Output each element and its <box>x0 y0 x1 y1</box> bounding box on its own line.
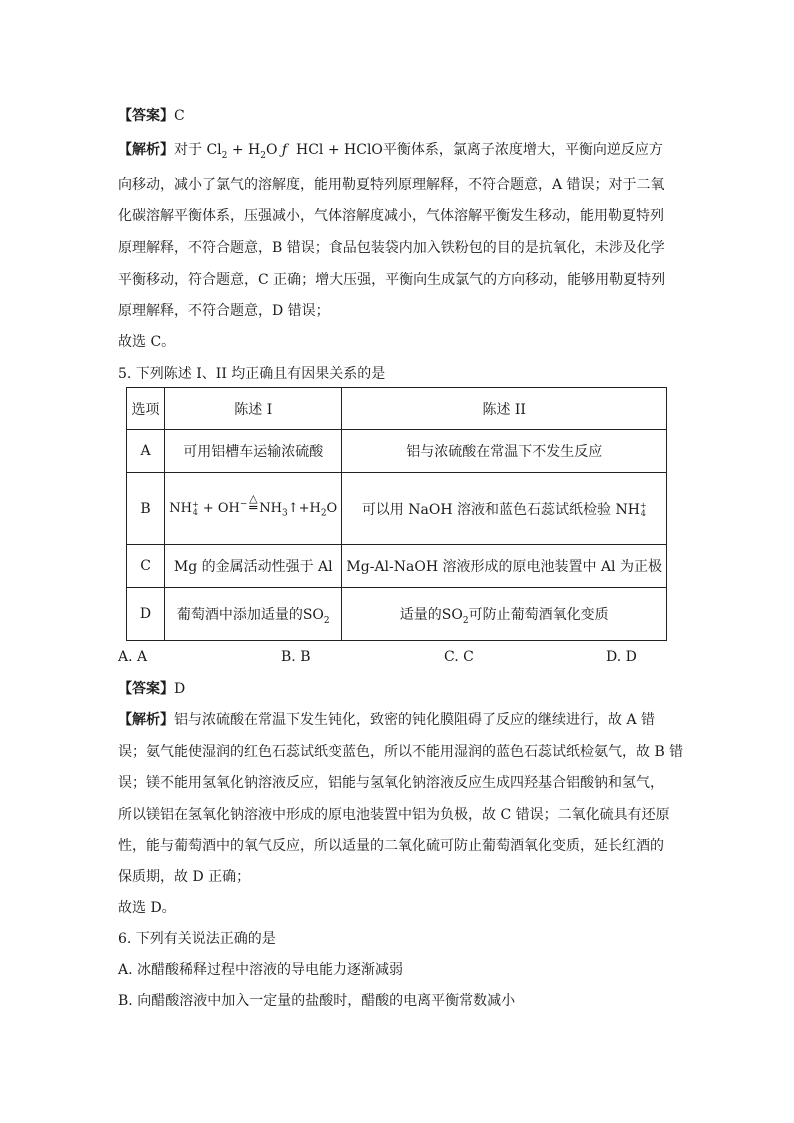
statement-1-cell: 葡萄酒中添加适量的$SO_2$ <box>165 588 342 641</box>
analysis-line-3: 误；镁不能用氢氧化钠溶液反应，铝能与氢氧化钠溶液反应生成四羟基合铝酸钠和氢气， <box>118 775 664 791</box>
table-header-row <box>127 388 667 430</box>
analysis-tag: 【解析】 <box>118 142 174 158</box>
analysis-line-2: 向移动，减小了氯气的溶解度，能用勒夏特列原理解释，不符合题意，A 错误；对于二氧 <box>118 177 665 193</box>
statement-2-cell: 铝与浓硫酸在常温下不发生反应 <box>342 430 667 473</box>
equilibrium-equation: $Cl_2 + H_2O$ ƒ HCl + HClO <box>206 142 383 161</box>
answer-line <box>118 679 678 699</box>
statement-1-cell: Mg 的金属活动性强于 Al <box>165 545 342 588</box>
conclusion-line: 故选 D。 <box>118 900 176 916</box>
question-5-stem: 5. 下列陈述 I、II 均正确且有因果关系的是 <box>118 366 386 382</box>
analysis-line-1: 【解析】对于 $Cl_2 + H_2O$ ƒ HCl + HClO平衡体系，氯离子浓度增大，平衡向逆反应方 <box>118 142 663 161</box>
ammonium-equation: NH + 4 + OH− △ ═ $NH_3↑+H_2O$ <box>169 492 338 519</box>
table-row <box>127 473 667 545</box>
table-row <box>127 545 667 588</box>
question-6-option-b: B. 向醋酸溶液中加入一定量的盐酸时，醋酸的电离平衡常数减小 <box>118 993 516 1009</box>
header-cell: 陈述 II <box>342 388 667 430</box>
analysis-line-4: 所以镁铝在氢氧化钠溶液中形成的原电池装置中铝为负极，故 C 错误；二氧化硫具有还原 <box>118 807 670 823</box>
question-5-table <box>126 387 667 641</box>
option-c: C. C <box>444 649 474 665</box>
statement-2-cell: 适量的$SO_2$可防止葡萄酒氧化变质 <box>342 588 667 641</box>
conclusion-line: 故选 C。 <box>118 334 176 350</box>
table-row <box>127 588 667 641</box>
statement-1-cell: 可用铝槽车运输浓硫酸 <box>165 430 342 473</box>
analysis-line-1: 【解析】铝与浓硫酸在常温下发生钝化，致密的钝化膜阻碍了反应的继续进行，故 A 错 <box>118 712 656 728</box>
analysis-line-5: 性，能与葡萄酒中的氧气反应，所以适量的二氧化硫可防止葡萄酒氧化变质，延长红酒的 <box>118 838 664 854</box>
answer-tag: 【答案】 <box>118 681 174 697</box>
header-cell: 选项 <box>127 388 165 430</box>
option-cell: B <box>127 473 165 545</box>
answer-line <box>118 106 678 126</box>
analysis-line-5: 平衡移动，符合题意，C 正确；增大压强，平衡向生成氯气的方向移动，能够用勒夏特列 <box>118 272 666 288</box>
answer-value: D <box>174 681 186 697</box>
option-a: A. A <box>118 649 148 665</box>
analysis-line-2: 误；氨气能使湿润的红色石蕊试纸变蓝色，所以不能用湿润的蓝色石蕊试纸检氨气，故 B 错 <box>118 744 684 760</box>
statement-1-cell <box>165 473 342 545</box>
option-cell: A <box>127 430 165 473</box>
question-6-option-a: A. 冰醋酸稀释过程中溶液的导电能力逐渐减弱 <box>118 962 404 978</box>
analysis-line-6: 原理解释，不符合题意，D 错误； <box>118 303 330 319</box>
analysis-line-3: 化碳溶解平衡体系，压强减小，气体溶解度减小，气体溶解平衡发生移动，能用勒夏特列 <box>118 208 664 224</box>
answer-tag: 【答案】 <box>118 108 174 124</box>
answer-value: C <box>174 108 185 124</box>
question-6-stem: 6. 下列有关说法正确的是 <box>118 931 276 947</box>
option-d: D. D <box>606 649 637 665</box>
option-b: B. B <box>281 649 311 665</box>
analysis-line-4: 原理解释，不符合题意，B 错误；食品包装袋内加入铁粉包的目的是抗氧化，未涉及化学 <box>118 240 665 256</box>
header-cell: 陈述 I <box>165 388 342 430</box>
analysis-line-6: 保质期，故 D 正确； <box>118 869 251 885</box>
analysis-tag: 【解析】 <box>118 712 174 728</box>
option-cell: C <box>127 545 165 588</box>
statement-2-cell: Mg-Al-NaOH 溶液形成的原电池装置中 Al 为正极 <box>342 545 667 588</box>
statement-2-cell: 可以用 NaOH 溶液和蓝色石蕊试纸检验 NH + 4 <box>342 473 667 545</box>
table-row <box>127 430 667 473</box>
option-cell: D <box>127 588 165 641</box>
